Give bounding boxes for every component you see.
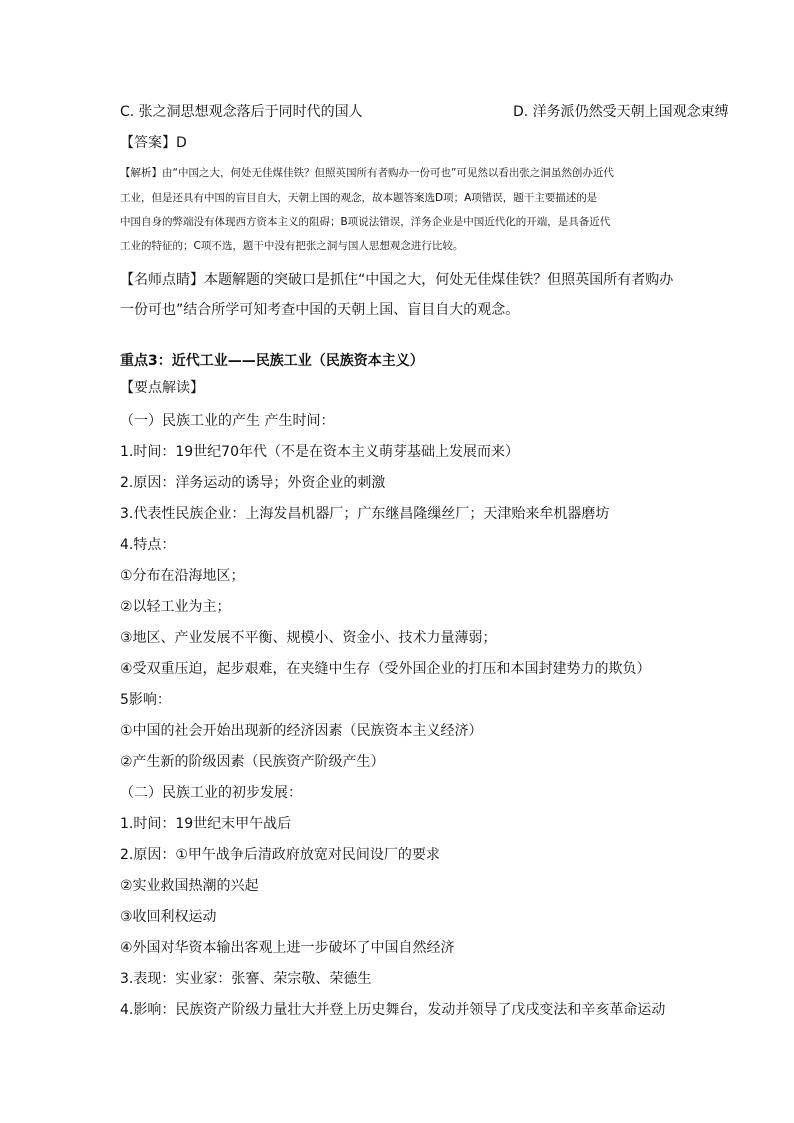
content-line: ①中国的社会开始出现新的经济因素（民族资本主义经济）	[120, 723, 483, 739]
key-points-heading: 【要点解读】	[120, 380, 204, 396]
content-line: 4.影响：民族资产阶级力量壮大并登上历史舞台，发动并领导了戊戌变法和辛亥革命运动	[120, 1002, 666, 1018]
content-line: （一）民族工业的产生 产生时间：	[120, 413, 335, 429]
content-line: ①分布在沿海地区；	[120, 568, 245, 584]
content-line: 4.特点：	[120, 537, 176, 553]
section-title: 重点3：近代工业——民族工业（民族资本主义）	[120, 353, 424, 369]
teacher-note-line: 一份可也”结合所学可知考查中国的天朝上国、盲目自大的观念。	[120, 302, 520, 318]
analysis-line: 中国自身的弊端没有体现西方资本主义的阻碍；B项说法错误，洋务企业是中国近代化的开端，是具备近代	[120, 216, 611, 228]
content-line: ②以轻工业为主；	[120, 599, 231, 615]
analysis-line: 工业，但是还具有中国的盲目自大，天朝上国的观念，故本题答案选D项；A项错误，题干主要描述的是	[120, 192, 598, 204]
content-line: ④受双重压迫，起步艰难，在夹缝中生存（受外国企业的打压和本国封建势力的欺负）	[120, 661, 651, 677]
content-line: 3.表现：实业家：张謇、荣宗敬、荣德生	[120, 971, 372, 987]
option-d: D. 洋务派仍然受天朝上国观念束缚	[513, 104, 729, 120]
analysis-line: 工业的特征的；C项不选，题干中没有把张之洞与国人思想观念进行比较。	[120, 240, 464, 252]
content-line: （二）民族工业的初步发展：	[120, 785, 302, 801]
content-line: ④外国对华资本输出客观上进一步破坏了中国自然经济	[120, 940, 455, 956]
option-line	[120, 103, 729, 121]
teacher-note-line: 【名师点睛】本题解题的突破口是抓住“中国之大，何处无佳煤佳铁？但照英国所有者购办	[120, 272, 674, 288]
content-line: 2.原因：①甲午战争后清政府放宽对民间设厂的要求	[120, 847, 440, 863]
content-line: ③地区、产业发展不平衡、规模小、资金小、技术力量薄弱；	[120, 630, 497, 646]
option-c: C. 张之洞思想观念落后于同时代的国人	[120, 104, 363, 120]
content-line: 1.时间：19世纪70年代（不是在资本主义萌芽基础上发展而来）	[120, 444, 519, 460]
content-line: 1.时间：19世纪末甲午战后	[120, 816, 292, 832]
content-line: ②实业救国热潮的兴起	[120, 878, 259, 894]
content-line: ③收回利权运动	[120, 909, 217, 925]
content-line: 2.原因：洋务运动的诱导；外资企业的刺激	[120, 475, 386, 491]
content-line: ②产生新的阶级因素（民族资产阶级产生）	[120, 754, 385, 770]
answer: 【答案】D	[120, 135, 187, 151]
content-line: 5影响：	[120, 692, 171, 708]
analysis-line: 【解析】由“中国之大，何处无佳煤佳铁？但照英国所有者购办一份可也”可见然以看出张之洞虽然创办近代	[120, 167, 614, 179]
content-line: 3.代表性民族企业：上海发昌机器厂；广东继昌隆缫丝厂；天津贻来牟机器磨坊	[120, 506, 610, 522]
